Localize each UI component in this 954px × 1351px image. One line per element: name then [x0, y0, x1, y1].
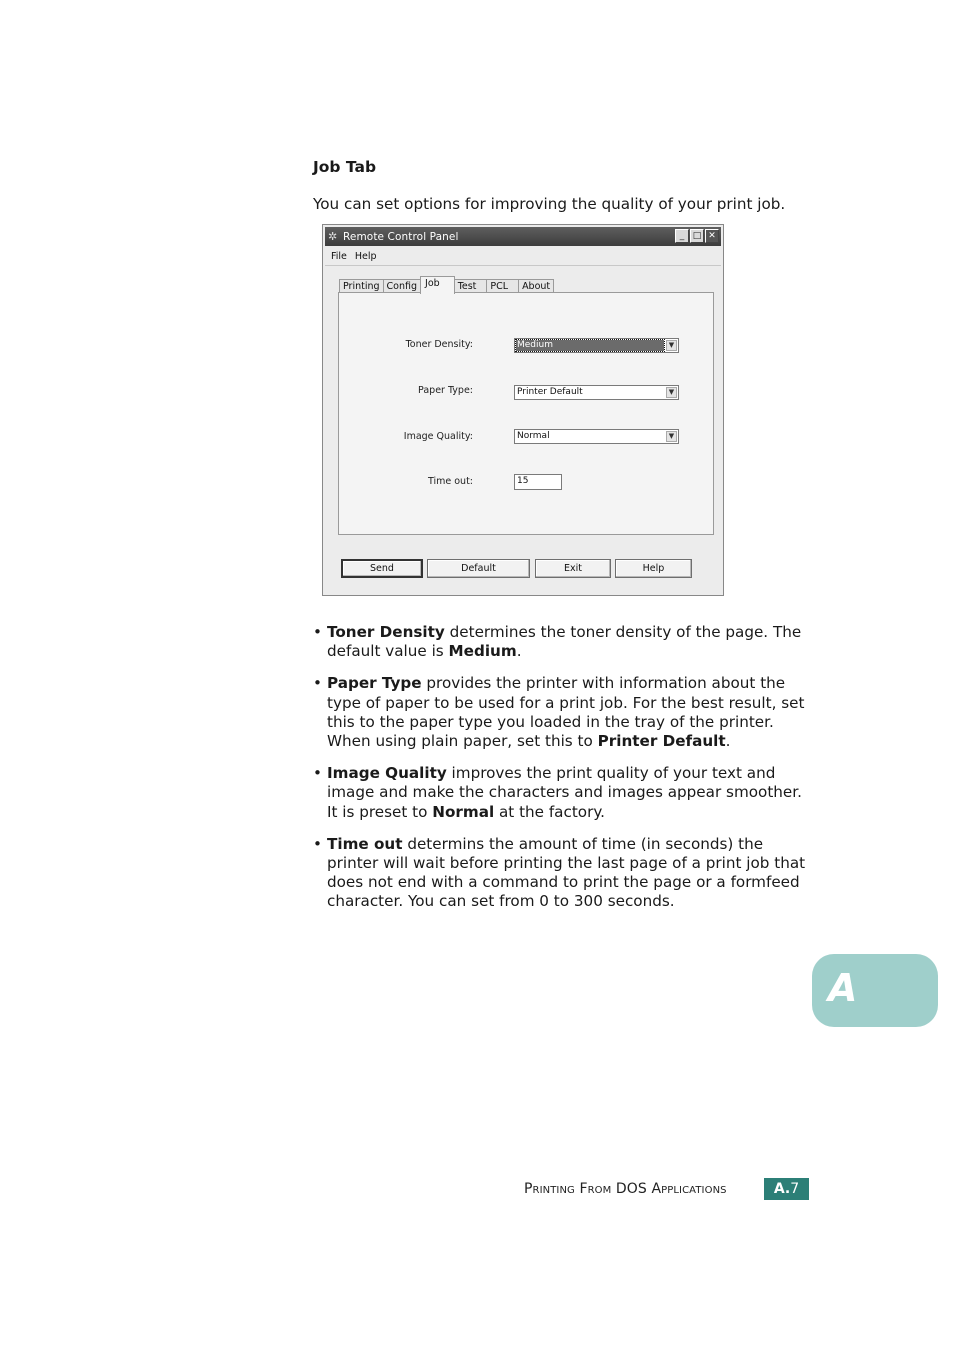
list-item	[313, 623, 813, 661]
image-quality-select[interactable]	[514, 429, 679, 444]
list-item	[313, 764, 813, 822]
chevron-down-icon[interactable]: ▼	[666, 387, 677, 398]
menu-bar	[325, 247, 721, 266]
remote-control-panel-window	[322, 224, 724, 596]
exit-button[interactable]: Exit	[535, 559, 611, 578]
help-button[interactable]: Help	[615, 559, 692, 578]
maximize-icon[interactable]: □	[690, 229, 704, 243]
job-tab-panel	[338, 292, 714, 535]
paper-type-value: Printer Default	[517, 387, 583, 397]
bullet-term: Time out	[327, 834, 403, 853]
bullet-tail: .	[725, 732, 731, 751]
minimize-icon[interactable]: _	[675, 229, 689, 243]
bullet-text: provides the printer with information about the type of paper to be used for a print job. For the best result, set this to the paper type you loaded in the tray of the printer. When using plain paper, set this to	[327, 674, 805, 751]
toner-density-label: Toner Density:	[405, 339, 473, 350]
menu-file[interactable]: File	[331, 250, 347, 262]
tab-printing[interactable]: Printing	[339, 279, 384, 293]
tab-strip	[339, 279, 553, 293]
time-out-input[interactable]: 15	[514, 474, 562, 490]
bullet-strong: Printer Default	[597, 732, 726, 751]
page-prefix: A.	[773, 1181, 791, 1197]
menu-help[interactable]: Help	[354, 250, 377, 262]
bullet-text: determins the amount of time (in seconds) the printer will wait before printing the last page of a print job that does not end with a command to print the page or a formfeed character. You can set from 0 to 300 seconds.	[327, 834, 806, 911]
window-title: Remote Control Panel	[343, 230, 459, 243]
bullet-tail: .	[516, 642, 522, 661]
chapter-letter: A	[828, 966, 858, 1010]
intro-text: You can set options for improving the quality of your print job.	[313, 195, 786, 213]
tab-pcl[interactable]: PCL	[486, 279, 519, 293]
image-quality-value: Normal	[517, 431, 550, 441]
page-number-badge	[764, 1178, 809, 1200]
send-button[interactable]: Send	[341, 559, 423, 578]
title-bar[interactable]	[325, 227, 721, 246]
bullet-text: improves the print quality of your text and image and make the characters and images appear smoother. It is preset to	[327, 764, 802, 821]
bullet-text: determines the toner density of the page. The default value is	[327, 623, 802, 661]
close-icon[interactable]: ✕	[705, 229, 719, 243]
page-number: 7	[790, 1181, 800, 1197]
tab-job[interactable]: Job	[420, 276, 455, 294]
time-out-label: Time out:	[427, 476, 473, 487]
chevron-down-icon[interactable]: ▼	[666, 340, 677, 351]
tab-about[interactable]: About	[518, 279, 554, 293]
tab-config[interactable]: Config	[383, 279, 421, 293]
list-item	[313, 835, 813, 912]
bullet-strong: Medium	[448, 642, 517, 661]
bullet-term: Toner Density	[327, 623, 445, 641]
image-quality-label: Image Quality:	[403, 431, 473, 442]
section-heading: Job Tab	[313, 158, 377, 176]
bullet-strong: Normal	[432, 802, 495, 821]
option-descriptions	[313, 623, 813, 925]
bullet-tail: at the factory.	[494, 802, 605, 821]
paper-type-select[interactable]	[514, 385, 679, 400]
tab-test[interactable]: Test	[454, 279, 488, 293]
printer-app-icon: ✲	[328, 229, 338, 243]
toner-density-value: Medium	[516, 340, 664, 351]
toner-density-select[interactable]	[514, 338, 679, 353]
footer-chapter-title: Printing From DOS Applications	[524, 1181, 727, 1197]
chevron-down-icon[interactable]: ▼	[666, 431, 677, 442]
list-item	[313, 674, 813, 751]
default-button[interactable]: Default	[427, 559, 530, 578]
chapter-tab	[812, 954, 938, 1027]
bullet-term: Image Quality	[327, 764, 447, 783]
bullet-term: Paper Type	[327, 674, 422, 693]
paper-type-label: Paper Type:	[418, 385, 473, 396]
